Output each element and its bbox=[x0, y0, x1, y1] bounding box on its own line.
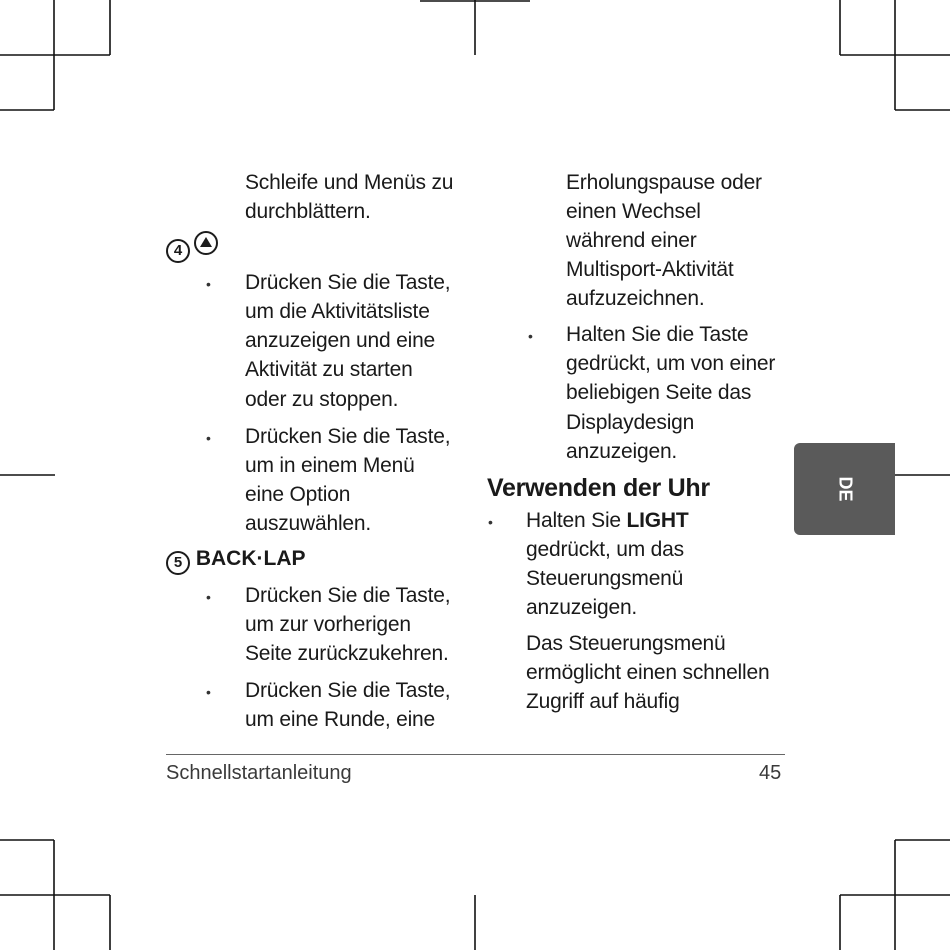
section-heading: Verwenden der Uhr bbox=[487, 474, 710, 502]
bullet-text-line: Halten Sie die Taste bbox=[566, 323, 749, 346]
continued-text-line: während einer bbox=[566, 229, 697, 252]
item-4-heading bbox=[166, 231, 218, 263]
bullet-text-line: anzuzeigen. bbox=[566, 440, 678, 463]
bullet-text-line: um die Aktivitätsliste bbox=[245, 300, 430, 323]
bullet-icon: • bbox=[528, 328, 533, 344]
bullet-text-line: Drücken Sie die Taste, bbox=[245, 584, 451, 607]
bullet-text-line: oder zu stoppen. bbox=[245, 388, 399, 411]
bullet-icon: • bbox=[206, 589, 211, 605]
bullet-icon: • bbox=[206, 430, 211, 446]
bullet-icon: • bbox=[206, 684, 211, 700]
up-triangle-button-icon bbox=[194, 231, 218, 255]
page-number: 45 bbox=[759, 762, 782, 784]
text-prefix: Halten Sie bbox=[526, 509, 627, 532]
bullet-text-line: gedrückt, um das bbox=[526, 538, 684, 561]
bullet-text-line: Steuerungsmenü bbox=[526, 567, 684, 590]
footer-rule bbox=[166, 754, 785, 755]
bullet-text-line: Seite zurückzukehren. bbox=[245, 642, 449, 665]
continued-text-line: aufzuzeichnen. bbox=[566, 287, 705, 310]
bullet-text-line: um eine Runde, eine bbox=[245, 708, 435, 731]
back-lap-label: BACK·LAP bbox=[195, 547, 306, 570]
bullet-text-line: Aktivität zu starten bbox=[245, 358, 413, 381]
number-4-badge: 4 bbox=[166, 239, 190, 263]
bullet-text-line: eine Option bbox=[245, 483, 351, 506]
number-5-badge: 5 bbox=[166, 551, 190, 575]
continued-text-line: durchblättern. bbox=[245, 200, 371, 223]
bullet-text-line: Displaydesign bbox=[566, 411, 695, 434]
bullet-text-line: beliebigen Seite das bbox=[566, 381, 752, 404]
light-button-label: LIGHT bbox=[626, 509, 689, 532]
bullet-text-line: anzuzeigen. bbox=[526, 596, 638, 619]
bullet-text-line: anzuzeigen und eine bbox=[245, 329, 436, 352]
continued-text-line: Erholungspause oder bbox=[566, 171, 762, 194]
footer-title: Schnellstartanleitung bbox=[166, 762, 352, 784]
bullet-text-line: auszuwählen. bbox=[245, 512, 372, 535]
bullet-text-line: Drücken Sie die Taste, bbox=[245, 271, 451, 294]
bullet-text-line: um zur vorherigen bbox=[245, 613, 411, 636]
item-5-heading bbox=[166, 544, 306, 575]
bullet-text-line: Drücken Sie die Taste, bbox=[245, 425, 451, 448]
bullet-text-line: um in einem Menü bbox=[245, 454, 415, 477]
bullet-text-line: gedrückt, um von einer bbox=[566, 352, 776, 375]
language-tab-label: DE bbox=[835, 476, 855, 502]
paragraph-line: Zugriff auf häufig bbox=[526, 690, 680, 713]
bullet-icon: • bbox=[488, 514, 493, 530]
bullet-text-line bbox=[526, 506, 689, 536]
bullet-icon: • bbox=[206, 276, 211, 292]
continued-text-line: Multisport-Aktivität bbox=[566, 258, 734, 281]
paragraph-line: Das Steuerungsmenü bbox=[526, 632, 726, 655]
paragraph-line: ermöglicht einen schnellen bbox=[526, 661, 770, 684]
continued-text-line: einen Wechsel bbox=[566, 200, 701, 223]
bullet-text-line: Drücken Sie die Taste, bbox=[245, 679, 451, 702]
continued-text-line: Schleife und Menüs zu bbox=[245, 171, 454, 194]
language-tab bbox=[794, 443, 895, 535]
